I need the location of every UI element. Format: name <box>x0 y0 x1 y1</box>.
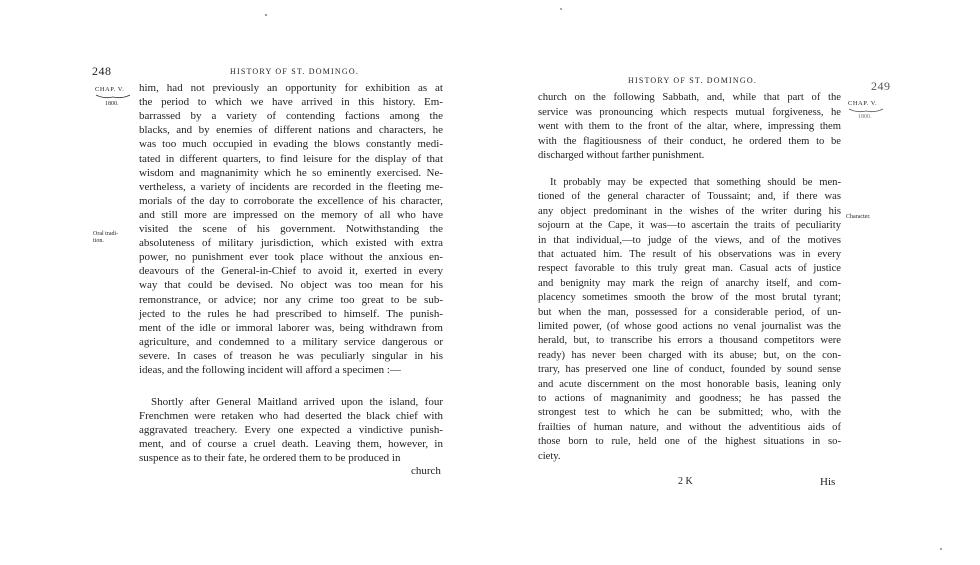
text-line: tated in different quarters, to find leisure for the display of that <box>139 152 443 165</box>
text-line: and acute discernment on the most honorable basis, leaning only <box>538 378 841 390</box>
text-line: barrassed by a variety of contending factions among the <box>139 110 443 123</box>
text-line: ideas, and the following incident will afford a specimen :— <box>139 364 401 376</box>
left-margin-note-line1: Oral tradi- <box>93 231 119 237</box>
text-line: absoluteness of military jurisdiction, which existed with extra <box>139 237 443 250</box>
right-chapter-note <box>848 100 888 121</box>
text-line: but when the man, possessed for a considerable period, of un- <box>538 306 841 318</box>
scan-speck <box>940 548 942 550</box>
text-line: church on the following Sabbath, and, while that part of the <box>538 92 841 103</box>
text-line: and benignity may mark the reign of anarchy itself, and com- <box>538 277 841 289</box>
text-line: placency sometimes smooth the brow of the most brutal tyrant; <box>538 292 841 304</box>
text-line: in that individual,—to judge of the views, and of the motives <box>538 234 841 246</box>
text-line: power, no punishment ever took place without the anxious en- <box>139 251 443 264</box>
text-line: strongest test to which he can be submitted; who, with the <box>538 407 841 419</box>
text-line: the period to which we have arrived in this history. Em- <box>139 96 443 109</box>
text-line: trary, has preserved one line of conduct, founded by sound sense <box>538 364 841 376</box>
text-line: him, had not previously an opportunity for exhibition as at <box>139 82 443 94</box>
text-line: blacks, and by enemies of different nations and characters, he <box>139 124 443 137</box>
left-running-head: HISTORY OF ST. DOMINGO. <box>230 67 360 76</box>
text-line: tioned of the general character of Toussaint; and, if there was <box>538 191 841 203</box>
text-line: frailties of human nature, and without the adventitious aids of <box>538 421 841 433</box>
text-line: respect favorable to this truly great man. Casual acts of justice <box>538 263 841 275</box>
right-running-head: HISTORY OF ST. DOMINGO. <box>628 76 758 85</box>
right-chapter-year: 1800. <box>858 114 872 120</box>
text-line: service was pronouncing which respects mutual forgiveness, he <box>538 106 841 118</box>
left-catchword: church <box>411 465 441 477</box>
scan-speck <box>265 14 267 16</box>
text-line: with the flagitiousness of their conduct, he ordered them to be <box>538 135 841 147</box>
right-catchword: His <box>820 476 836 488</box>
text-line: went with them to the front of the altar, where, impressing them <box>538 121 841 133</box>
text-line: It probably may be expected that something should be men- <box>550 177 841 188</box>
signature-mark: 2 K <box>678 476 693 487</box>
left-margin-note-line2: tion. <box>93 238 104 244</box>
text-line: sojourn at the Cape, it was—to ascertain the traits of peculiarity <box>538 220 841 232</box>
text-line: jected to the rules he had prescribed to himself. The punish- <box>139 307 443 320</box>
text-line: to actions of magnanimity and goodness; he has passed the <box>538 393 841 404</box>
text-line: vertheless, a variety of incidents are recorded in the fleeting me- <box>139 180 443 193</box>
text-line: agriculture, and condemned to a military service dangerous or <box>139 335 443 348</box>
scan-speck <box>560 8 562 10</box>
text-line: Shortly after General Maitland arrived upon the island, four <box>151 396 443 408</box>
text-line: limited power, (of whose good actions no venal journalist was the <box>538 321 841 332</box>
text-line: visited the scene of his government. Notwithstanding the <box>139 223 443 235</box>
text-line: that actuated him. The result of his observations was in every <box>538 249 841 260</box>
text-line: morials of the day to corroborate the excellence of his character, <box>139 194 443 207</box>
text-line: suspence as to their fate, he ordered them to be produced in <box>139 452 401 465</box>
text-line: was too much occupied in evading the blows constantly medi- <box>139 138 443 151</box>
text-line: ready) has never been charged with its abuse; but, on the con- <box>538 349 841 361</box>
text-line: aggravated treachery. Every one expected a vindictive punish- <box>139 424 443 437</box>
text-line: discharged without farther punishment. <box>538 150 705 162</box>
left-margin-note <box>93 231 118 245</box>
left-chapter-label: CHAP. V. <box>95 86 125 93</box>
text-line: remonstrance, or advice; nor any crime too great to be sub- <box>139 293 443 306</box>
text-line: and still more are impressed on the memory of all who have <box>139 208 443 221</box>
left-brace-icon <box>95 94 131 100</box>
right-chapter-label: CHAP. V. <box>848 100 878 107</box>
text-line: deavours of the General-in-Chief to avoid it, exerted in every <box>139 265 443 278</box>
text-line: any object predominant in the wishes of the writer during his <box>538 205 841 217</box>
left-chapter-note <box>95 86 135 108</box>
text-line: those born to rule, held one of the highest situations in so- <box>538 436 841 448</box>
left-chapter-year: 1800. <box>105 101 119 107</box>
right-page-number: 249 <box>871 79 891 93</box>
left-page-number: 248 <box>92 64 112 78</box>
text-line: way that could be devised. No object was too mean for his <box>139 279 443 292</box>
text-line: ciety. <box>538 450 561 462</box>
text-line: herald, but, to transcribe his errors a thousand competitors were <box>538 335 841 347</box>
text-line: wisdom and magnanimity which he so eminently exercised. Ne- <box>139 166 443 179</box>
text-line: Frenchmen were retaken who had deserted the black chief with <box>139 410 443 423</box>
text-line: severe. In cases of treason he was peculiarly singular in his <box>139 349 443 362</box>
text-line: ment, and of course a cruel death. Leaving them, however, in <box>139 438 443 451</box>
text-line: ment of the idle or immoral laborer was, being withdrawn from <box>139 321 443 334</box>
right-margin-note: Character. <box>846 214 871 220</box>
